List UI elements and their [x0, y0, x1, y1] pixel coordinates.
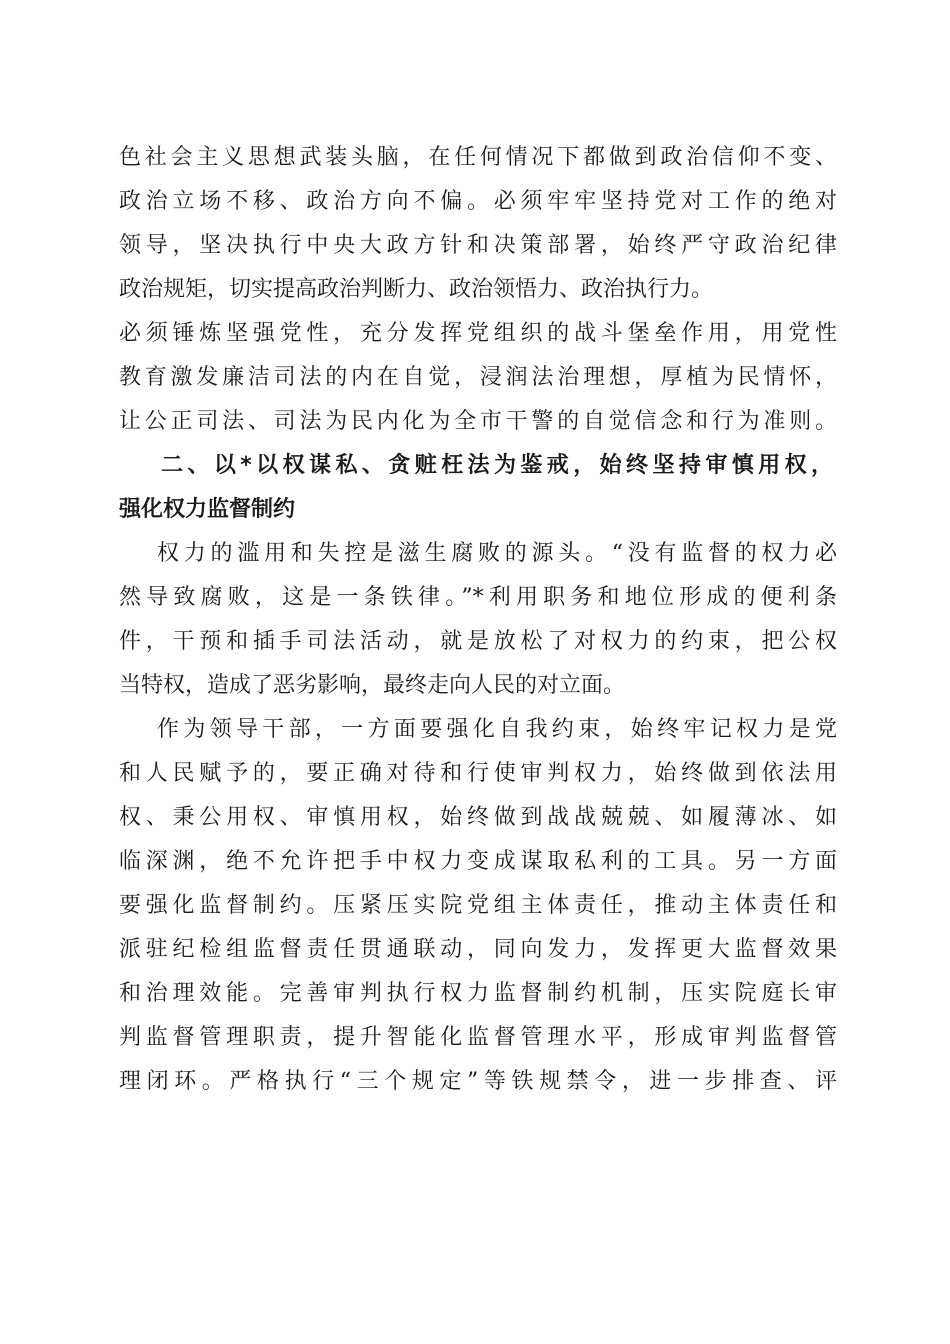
text-line: 权力的滥用和失控是滋生腐败的源头。“没有监督的权力必	[157, 541, 837, 566]
text-line: 必须锤炼坚强党性，充分发挥党组织的战斗堡垒作用，用党性	[119, 321, 837, 346]
text-line: 教育激发廉洁司法的内在自觉，浸润法治理想，厚植为民情怀，	[119, 365, 837, 390]
text-line: 领导，坚决执行中央大政方针和决策部署，始终严守政治纪律	[119, 233, 837, 258]
text-line: 件，干预和插手司法活动，就是放松了对权力的约束，把公权	[119, 629, 837, 654]
text-line: 判监督管理职责，提升智能化监督管理水平，形成审判监督管	[119, 1025, 837, 1050]
text-line: 理闭环。严格执行“三个规定”等铁规禁令，进一步排查、评	[119, 1069, 837, 1094]
paragraph-party-loyalty	[119, 136, 837, 444]
text-line: 当特权，造成了恶劣影响，最终走向人民的对立面。	[119, 673, 626, 698]
text-line: 权、秉公用权、审慎用权，始终做到战战兢兢、如履薄冰、如	[119, 805, 837, 830]
text-line: 色社会主义思想武装头脑，在任何情况下都做到政治信仰不变、	[119, 145, 837, 170]
paragraph-leadership-supervision	[119, 708, 837, 1104]
heading-line: 二、以*以权谋私、贪赃枉法为鉴戒，始终坚持审慎用权，	[161, 453, 833, 478]
heading-line: 强化权力监督制约	[119, 497, 296, 522]
text-line: 政治规矩，切实提高政治判断力、政治领悟力、政治执行力。	[119, 277, 714, 302]
section-heading-2	[119, 444, 837, 532]
document-body	[119, 136, 837, 1104]
text-line: 作为领导干部，一方面要强化自我约束，始终牢记权力是党	[157, 717, 837, 742]
text-line: 然导致腐败，这是一条铁律。”*利用职务和地位形成的便利条	[119, 585, 837, 610]
text-line: 和人民赋予的，要正确对待和行使审判权力，始终做到依法用	[119, 761, 837, 786]
text-line: 要强化监督制约。压紧压实院党组主体责任，推动主体责任和	[119, 893, 837, 918]
text-line: 政治立场不移、政治方向不偏。必须牢牢坚持党对工作的绝对	[119, 189, 837, 214]
text-line: 派驻纪检组监督责任贯通联动，同向发力，发挥更大监督效果	[119, 937, 837, 962]
text-line: 和治理效能。完善审判执行权力监督制约机制，压实院庭长审	[119, 981, 837, 1006]
paragraph-power-abuse	[119, 532, 837, 708]
text-line: 让公正司法、司法为民内化为全市干警的自觉信念和行为准则。	[119, 409, 837, 434]
text-line: 临深渊，绝不允许把手中权力变成谋取私利的工具。另一方面	[119, 849, 837, 874]
